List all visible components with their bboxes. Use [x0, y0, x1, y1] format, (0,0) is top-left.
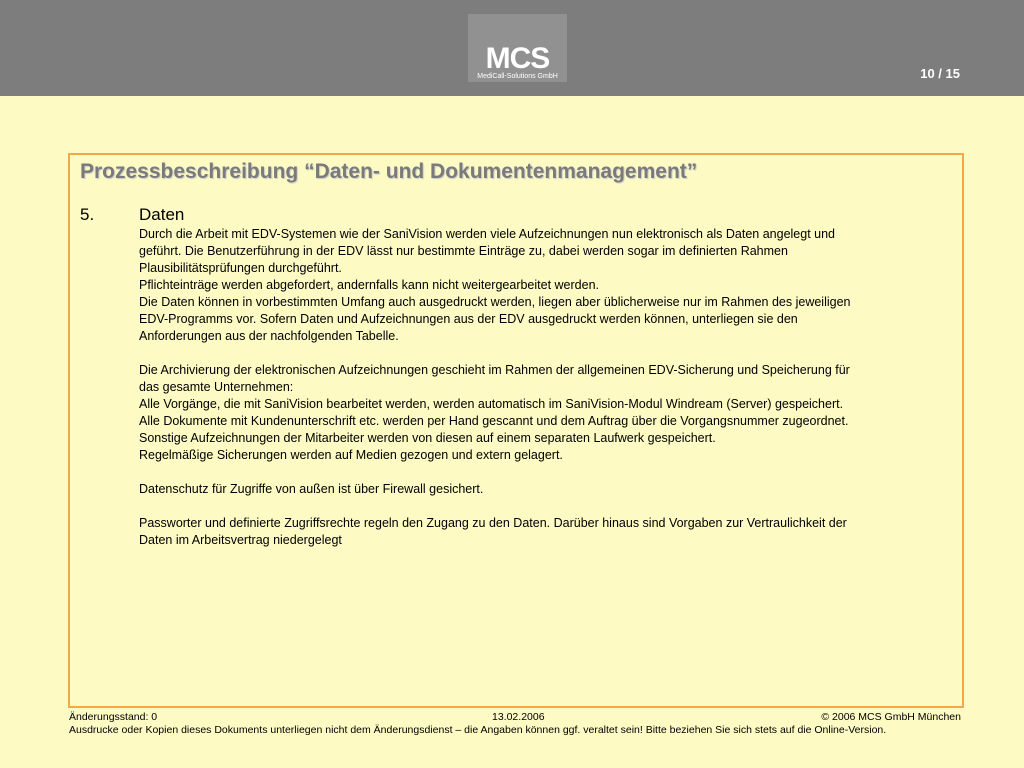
body-line: Daten im Arbeitsvertrag niedergelegt	[139, 533, 342, 547]
paragraph-gap	[139, 498, 954, 515]
footer-disclaimer: Ausdrucke oder Kopien dieses Dokuments unterliegen nicht dem Änderungsdienst – die Angaben können ggf. veraltet sein! Bitte beziehen Sie sich stets auf die Online-Version.	[69, 724, 887, 736]
header-bar	[0, 0, 1024, 96]
copyright-notice: © 2006 MCS GmbH München	[821, 711, 961, 723]
body-line: das gesamte Unternehmen:	[139, 380, 294, 394]
paragraph-gap	[139, 464, 954, 481]
body-line: Passworter und definierte Zugriffsrechte regeln den Zugang zu den Daten. Darüber hinaus sind Vorgaben zur Vertraulichkeit der	[139, 516, 847, 530]
body-line: Pflichteinträge werden abgefordert, andernfalls kann nicht weitergearbeitet werden.	[139, 278, 599, 292]
document-date: 13.02.2006	[492, 711, 545, 723]
body-line: geführt. Die Benutzerführung in der EDV lässt nur bestimmte Einträge zu, dabei werden sogar im definierten Rahmen	[139, 244, 788, 258]
mcs-logo	[468, 14, 567, 82]
body-line: Die Daten können in vorbestimmten Umfang auch ausgedruckt werden, liegen aber üblicherweise nur im Rahmen des jeweiligen	[139, 295, 851, 309]
logo-text: MCS	[485, 42, 550, 75]
body-line: Alle Vorgänge, die mit SaniVision bearbeitet werden, werden automatisch im SaniVision-Modul Windream (Server) gespeichert.	[139, 397, 844, 411]
body-line: Durch die Arbeit mit EDV-Systemen wie der SaniVision werden viele Aufzeichnungen nun elektronisch als Daten angelegt und	[139, 227, 836, 241]
slide-title: Prozessbeschreibung “Daten- und Dokumentenmanagement”	[80, 160, 698, 183]
page-counter: 10 / 15	[920, 66, 960, 81]
body-line: Alle Dokumente mit Kundenunterschrift etc. werden per Hand gescannt und dem Auftrag über die Vorgangsnummer zugeordnet.	[139, 414, 849, 428]
section-number: 5.	[80, 205, 95, 224]
body-line: Plausibilitätsprüfungen durchgeführt.	[139, 261, 342, 275]
logo-subtext: MediCall-Solutions GmbH	[477, 73, 558, 80]
body-line: Regelmäßige Sicherungen werden auf Medien gezogen und extern gelagert.	[139, 448, 563, 462]
footer-row	[69, 711, 961, 724]
body-line: EDV-Programms vor. Sofern Daten und Aufzeichnungen aus der EDV ausgedruckt werden können, unterliegen sie den	[139, 312, 798, 326]
section-body	[139, 226, 954, 549]
section-title: Daten	[139, 205, 185, 224]
body-line: Die Archivierung der elektronischen Aufzeichnungen geschieht im Rahmen der allgemeinen EDV-Sicherung und Speicherung für	[139, 363, 850, 377]
revision-status: Änderungsstand: 0	[69, 711, 158, 723]
body-line: Sonstige Aufzeichnungen der Mitarbeiter werden von diesen auf einem separaten Laufwerk gespeichert.	[139, 431, 716, 445]
body-line: Anforderungen aus der nachfolgenden Tabelle.	[139, 329, 399, 343]
paragraph-gap	[139, 345, 954, 362]
body-line: Datenschutz für Zugriffe von außen ist über Firewall gesichert.	[139, 482, 484, 496]
